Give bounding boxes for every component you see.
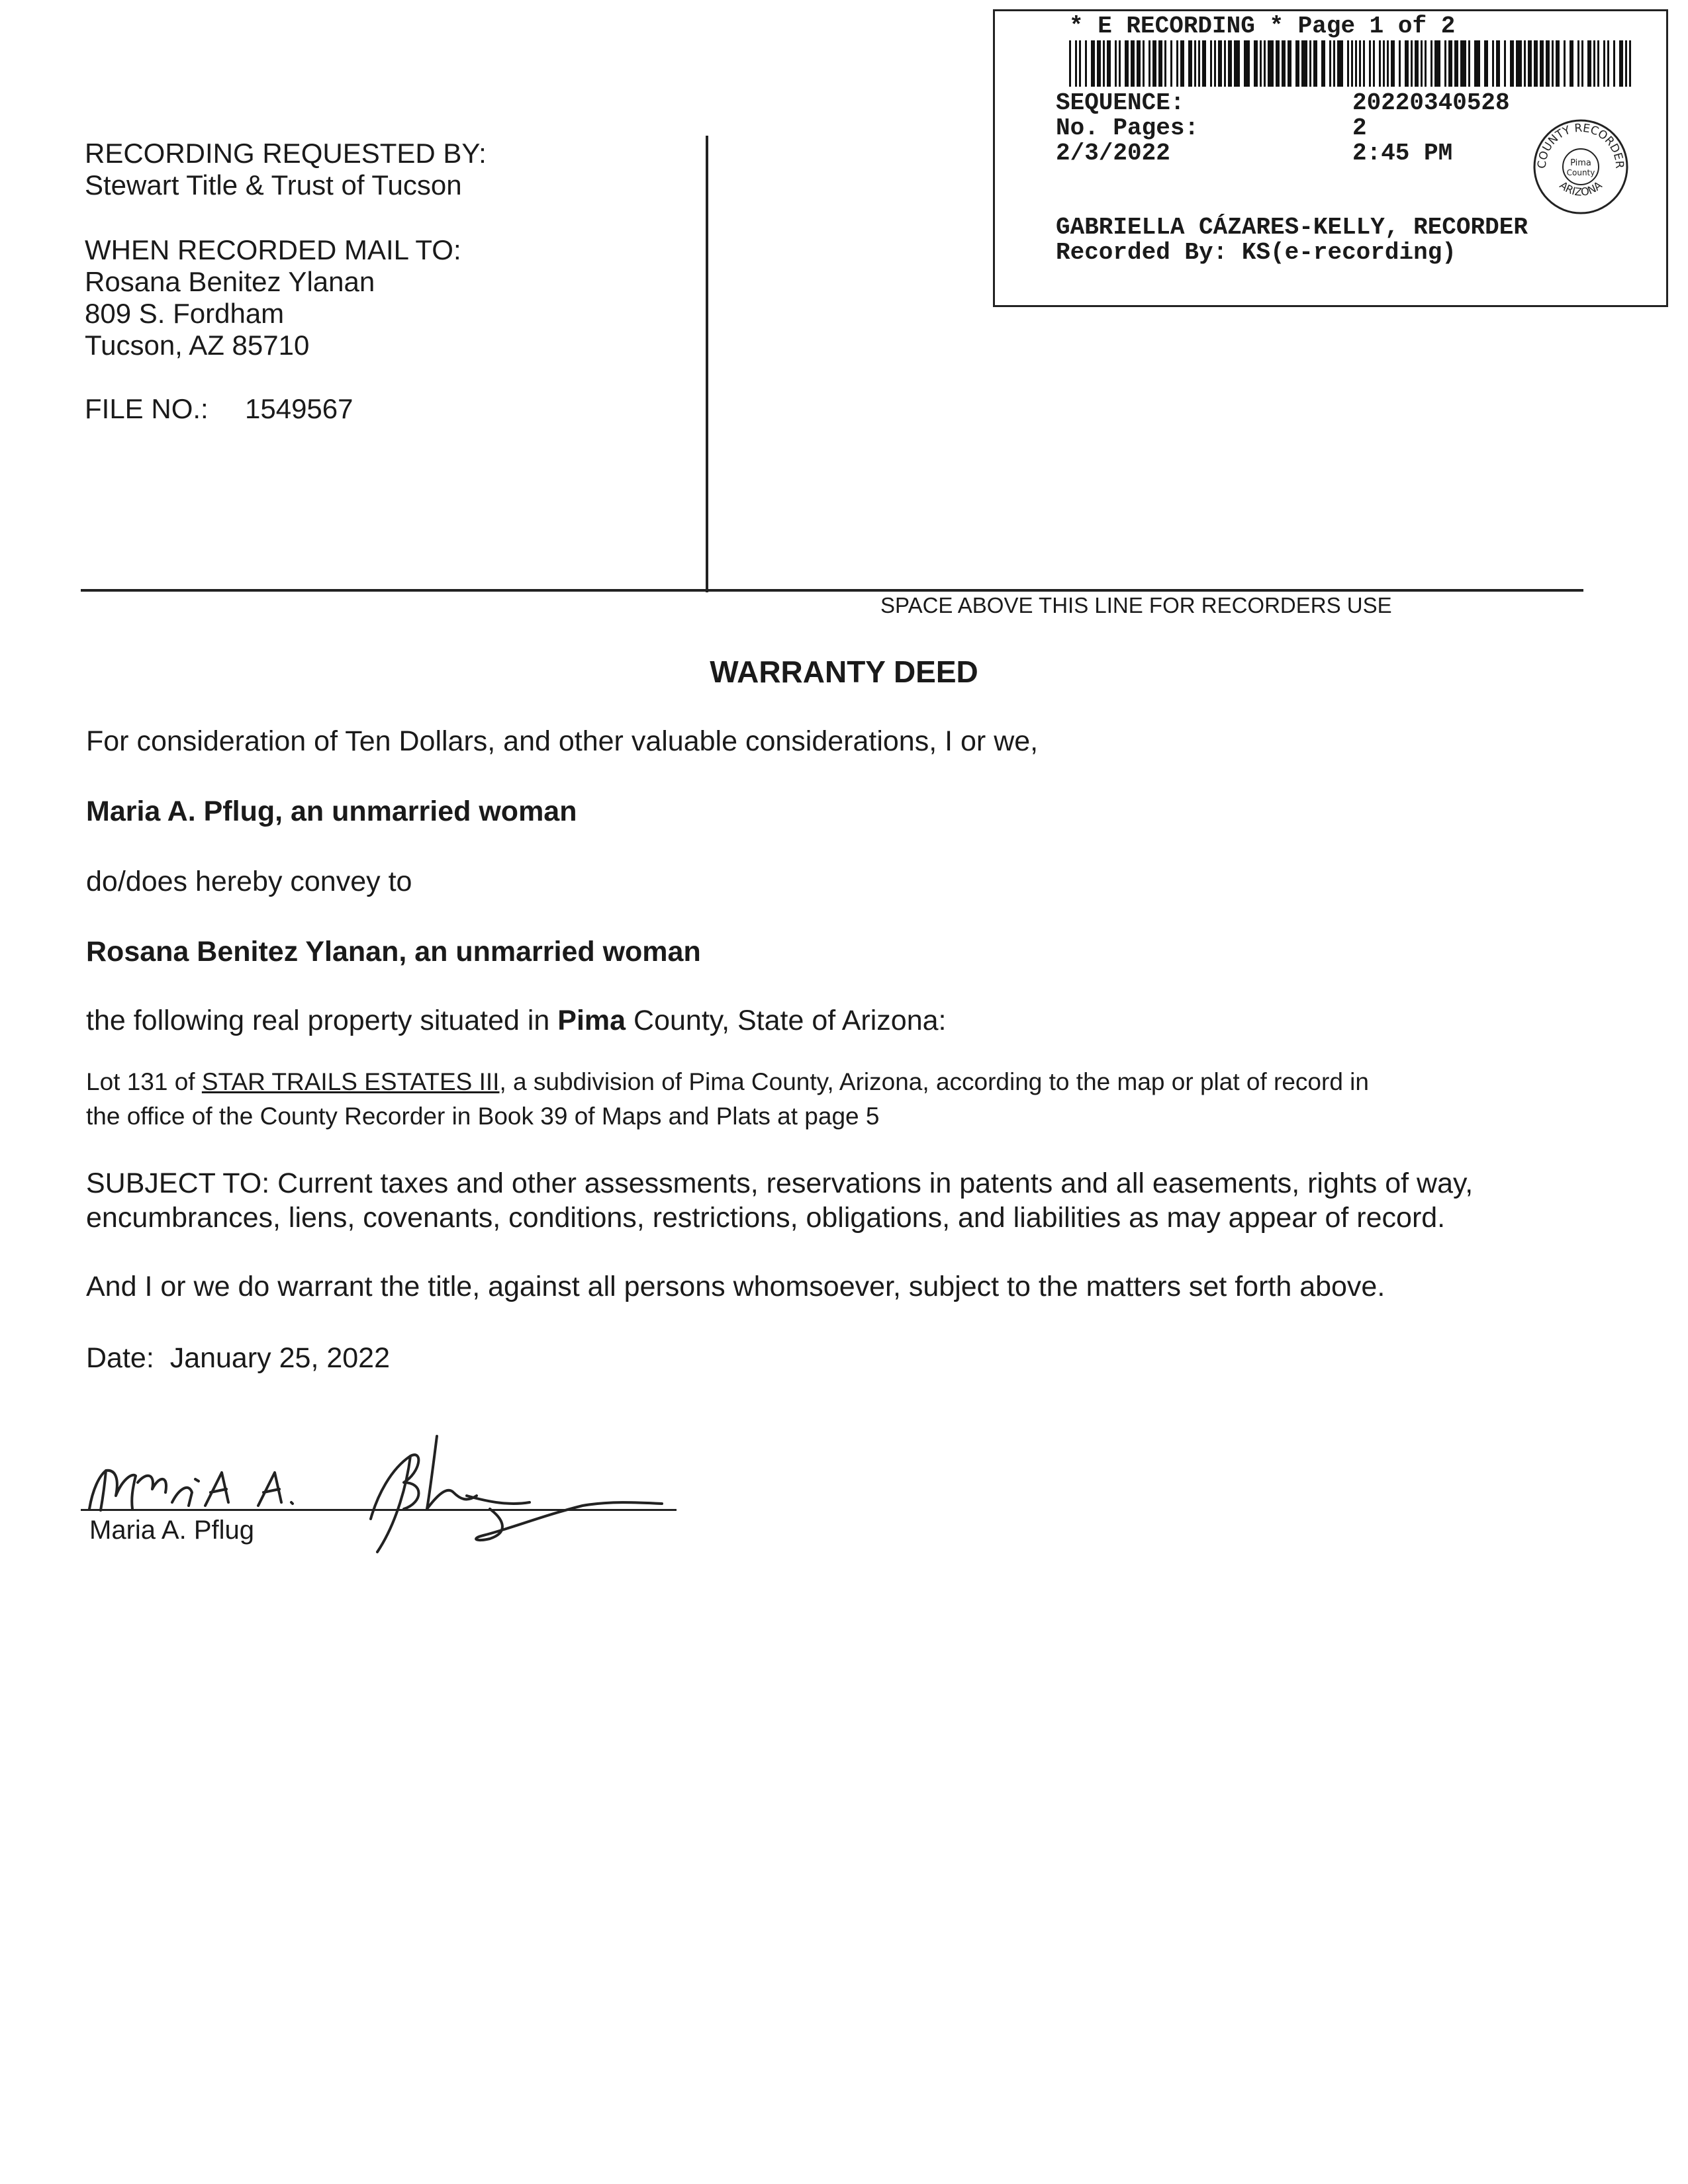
barcode-bar bbox=[1552, 40, 1554, 87]
barcode-bar bbox=[1301, 40, 1307, 87]
sequence-value: 20220340528 bbox=[1352, 89, 1510, 116]
barcode-bar bbox=[1391, 40, 1395, 87]
barcode-bar bbox=[1276, 40, 1280, 87]
warrant-text: And I or we do warrant the title, against all persons whomsoever, subject to the matters set forth above. bbox=[86, 1271, 1385, 1302]
barcode-bar bbox=[1288, 40, 1291, 87]
barcode-bar bbox=[1097, 40, 1101, 87]
barcode-bar bbox=[1107, 40, 1111, 87]
barcode-bar bbox=[1188, 40, 1192, 87]
barcode-bar bbox=[1430, 40, 1432, 87]
pages-value: 2 bbox=[1352, 114, 1367, 142]
barcode-bar bbox=[1369, 40, 1371, 87]
barcode-bar bbox=[1137, 40, 1141, 87]
seal-text-center-2: County bbox=[1566, 168, 1595, 177]
barcode-bar bbox=[1115, 40, 1117, 87]
date-line bbox=[86, 1341, 390, 1375]
recording-time: 2:45 PM bbox=[1352, 140, 1453, 167]
mail-to-name: Rosana Benitez Ylanan bbox=[85, 266, 375, 297]
barcode-bar bbox=[1075, 40, 1077, 87]
barcode-bar bbox=[1504, 40, 1506, 87]
barcode-bar bbox=[1143, 40, 1145, 87]
vertical-divider bbox=[706, 136, 708, 592]
barcode-bar bbox=[1337, 40, 1343, 87]
recorders-use-rule bbox=[81, 589, 1583, 592]
barcode-bar bbox=[1131, 40, 1135, 87]
file-no: 1549567 bbox=[245, 393, 353, 424]
barcode-bar bbox=[1577, 40, 1579, 87]
barcode-bar bbox=[1510, 40, 1514, 87]
barcode-bar bbox=[1079, 40, 1081, 87]
barcode-bar bbox=[1524, 40, 1526, 87]
barcode-bar bbox=[1202, 40, 1206, 87]
barcode-bar bbox=[1399, 40, 1401, 87]
barcode-bar bbox=[1264, 40, 1266, 87]
barcode-bar bbox=[1411, 40, 1413, 87]
barcode-bar bbox=[1170, 40, 1172, 87]
barcode-bar bbox=[1119, 40, 1121, 87]
barcode-bar bbox=[1603, 40, 1605, 87]
barcode-bar bbox=[1355, 40, 1357, 87]
barcode-bar bbox=[1268, 40, 1274, 87]
barcode-bar bbox=[1313, 40, 1317, 87]
recording-top-line: * E RECORDING * Page 1 of 2 bbox=[1069, 13, 1456, 40]
barcode-bar bbox=[1587, 40, 1591, 87]
mail-to-label: WHEN RECORDED MAIL TO: bbox=[85, 234, 461, 265]
barcode-bar bbox=[1379, 40, 1381, 87]
barcode-bar bbox=[1492, 40, 1494, 87]
barcode-bar bbox=[1125, 40, 1129, 87]
property-intro-post: County, State of Arizona: bbox=[626, 1005, 947, 1036]
barcode-bar bbox=[1164, 40, 1166, 87]
barcode-bar bbox=[1613, 40, 1615, 87]
barcode-bar bbox=[1516, 40, 1522, 87]
barcode-bar bbox=[1329, 40, 1331, 87]
barcode-bar bbox=[1194, 40, 1196, 87]
property-intro bbox=[86, 1003, 947, 1038]
subject-to-line2: encumbrances, liens, covenants, conditions, restrictions, obligations, and liabilities as may appear of record. bbox=[86, 1202, 1446, 1234]
barcode-bar bbox=[1415, 40, 1419, 87]
barcode-bar bbox=[1069, 40, 1071, 87]
signature-line bbox=[81, 1509, 677, 1511]
barcode-bar bbox=[1434, 40, 1440, 87]
signer-name: Maria A. Pflug bbox=[89, 1516, 255, 1545]
barcode-bar bbox=[1468, 40, 1470, 87]
barcode-bar bbox=[1234, 40, 1240, 87]
barcode-bar bbox=[1260, 40, 1262, 87]
barcode-bar bbox=[1210, 40, 1212, 87]
barcode-bar bbox=[1347, 40, 1349, 87]
file-no-label: FILE NO.: bbox=[85, 393, 209, 424]
barcode-bar bbox=[1198, 40, 1200, 87]
barcode-bar bbox=[1321, 40, 1325, 87]
barcode-bar bbox=[1405, 40, 1409, 87]
barcode-bar bbox=[1254, 40, 1258, 87]
barcode-bar bbox=[1629, 40, 1631, 87]
legal-description-line2: the office of the County Recorder in Book 39 of Maps and Plats at page 5 bbox=[86, 1103, 880, 1130]
barcode-bar bbox=[1546, 40, 1550, 87]
convey-text: do/does hereby convey to bbox=[86, 866, 412, 897]
barcode-bar bbox=[1540, 40, 1544, 87]
barcode-bar bbox=[1085, 40, 1087, 87]
date-label: Date: bbox=[86, 1342, 154, 1374]
barcode-bar bbox=[1152, 40, 1156, 87]
county-recorder-seal-icon bbox=[1531, 117, 1630, 216]
recording-stamp-box bbox=[993, 9, 1668, 307]
barcode-bar bbox=[1180, 40, 1184, 87]
barcode-bar bbox=[1373, 40, 1375, 87]
legal-description-line1 bbox=[86, 1066, 1369, 1099]
barcode-bar bbox=[1619, 40, 1623, 87]
barcode-bar bbox=[1218, 40, 1222, 87]
barcode-bar bbox=[1607, 40, 1609, 87]
barcode-bar bbox=[1103, 40, 1105, 87]
barcode-bar bbox=[1383, 40, 1385, 87]
grantor: Maria A. Pflug, an unmarried woman bbox=[86, 796, 577, 827]
subject-to-line1: SUBJECT TO: Current taxes and other assessments, reservations in patents and all easements, rights of way, bbox=[86, 1167, 1474, 1199]
pages-label: No. Pages: bbox=[1056, 114, 1199, 142]
barcode-bar bbox=[1474, 40, 1480, 87]
consideration-text: For consideration of Ten Dollars, and other valuable considerations, I or we, bbox=[86, 725, 1039, 757]
barcode-bar bbox=[1556, 40, 1560, 87]
barcode-bar bbox=[1625, 40, 1627, 87]
barcode-bar bbox=[1564, 40, 1566, 87]
recording-date: 2/3/2022 bbox=[1056, 140, 1170, 167]
recording-requested-by: Stewart Title & Trust of Tucson bbox=[85, 169, 462, 201]
mail-to-city: Tucson, AZ 85710 bbox=[85, 330, 310, 361]
recorder-name: GABRIELLA CÁZARES-KELLY, RECORDER bbox=[1056, 214, 1528, 241]
barcode-bar bbox=[1534, 40, 1538, 87]
barcode-bar bbox=[1244, 40, 1250, 87]
barcode-bar bbox=[1484, 40, 1488, 87]
barcode-bar bbox=[1444, 40, 1446, 87]
barcode-bar bbox=[1363, 40, 1365, 87]
recording-requested-by-label: RECORDING REQUESTED BY: bbox=[85, 138, 487, 169]
date-value: January 25, 2022 bbox=[169, 1342, 390, 1374]
barcode-bar bbox=[1448, 40, 1452, 87]
barcode-bar bbox=[1421, 40, 1423, 87]
legal-subdivision: STAR TRAILS ESTATES III bbox=[201, 1068, 500, 1095]
barcode-bar bbox=[1309, 40, 1311, 87]
barcode-bar bbox=[1228, 40, 1232, 87]
barcode-bar bbox=[1333, 40, 1335, 87]
barcode-bar bbox=[1387, 40, 1389, 87]
property-intro-pre: the following real property situated in bbox=[86, 1005, 558, 1036]
barcode-bar bbox=[1282, 40, 1286, 87]
barcode-bar bbox=[1149, 40, 1150, 87]
property-county: Pima bbox=[557, 1005, 626, 1036]
barcode-bar bbox=[1295, 40, 1299, 87]
recorded-by: Recorded By: KS(e-recording) bbox=[1056, 239, 1456, 266]
barcode-bar bbox=[1460, 40, 1466, 87]
svg-text:ARIZONA bbox=[1557, 179, 1604, 199]
barcode-bar bbox=[1570, 40, 1573, 87]
seal-text-top: COUNTY RECORDER bbox=[1535, 121, 1626, 169]
barcode-bar bbox=[1158, 40, 1162, 87]
barcode-bar bbox=[1351, 40, 1353, 87]
barcode-bar bbox=[1581, 40, 1583, 87]
barcode-bar bbox=[1454, 40, 1458, 87]
legal-pre: Lot 131 of bbox=[86, 1068, 202, 1095]
seal-text-center-1: Pima bbox=[1570, 158, 1591, 168]
barcode-bar bbox=[1091, 40, 1095, 87]
legal-post: , a subdivision of Pima County, Arizona, according to the map or plat of record in bbox=[499, 1068, 1369, 1095]
deed-title: WARRANTY DEED bbox=[710, 655, 978, 689]
barcode-bar bbox=[1593, 40, 1595, 87]
barcode-bar bbox=[1528, 40, 1532, 87]
barcode-bar bbox=[1496, 40, 1500, 87]
recorders-use-note: SPACE ABOVE THIS LINE FOR RECORDERS USE bbox=[880, 593, 1392, 617]
seal-text-bottom: ARIZONA bbox=[1557, 179, 1605, 199]
barcode-bar bbox=[1214, 40, 1216, 87]
barcode-bar bbox=[1425, 40, 1427, 87]
barcode-bar bbox=[1176, 40, 1178, 87]
barcode bbox=[1069, 40, 1632, 87]
barcode-bar bbox=[1224, 40, 1226, 87]
barcode-bar bbox=[1359, 40, 1361, 87]
mail-to-street: 809 S. Fordham bbox=[85, 298, 285, 329]
barcode-bar bbox=[1597, 40, 1599, 87]
sequence-label: SEQUENCE: bbox=[1056, 89, 1185, 116]
grantee: Rosana Benitez Ylanan, an unmarried woman bbox=[86, 936, 701, 968]
